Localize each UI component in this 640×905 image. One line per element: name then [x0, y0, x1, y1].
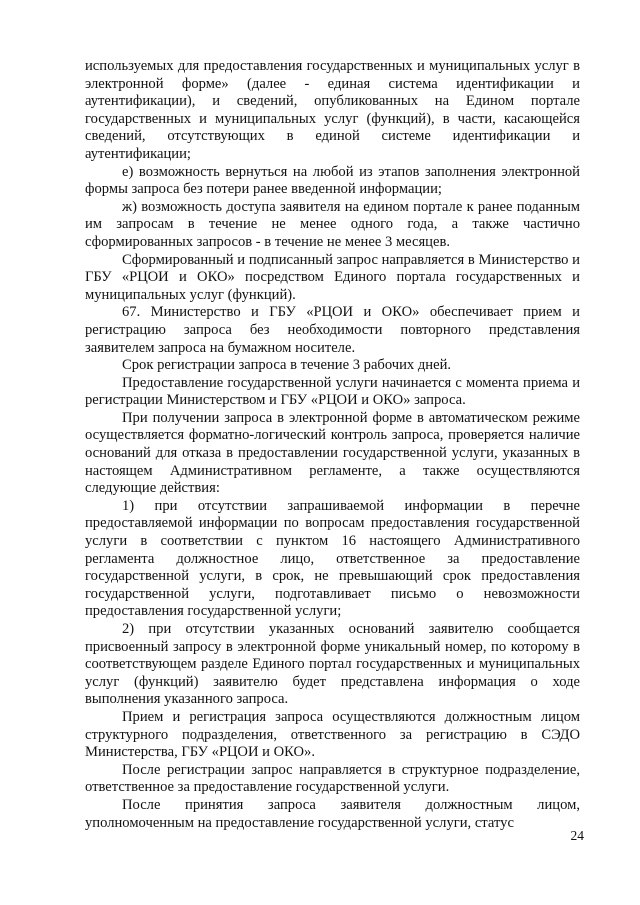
paragraph-after-registration: После регистрации запрос направляется в структурное подразделение, ответственное за предоставление государственной услуги.: [85, 761, 580, 796]
paragraph-action-1: 1) при отсутствии запрашиваемой информации в перечне предоставляемой информации по вопросам предоставления государственной услуги в соответствии с пунктом 16 настоящего Административного регламента должностное лицо, ответственное за предоставление государственной услуги, в срок, не превышающий срок предоставления государственной услуги, подготавливает письмо о невозможности предоставления государственной услуги;: [85, 497, 580, 620]
paragraph-request-sent: Сформированный и подписанный запрос направляется в Министерство и ГБУ «РЦОИ и ОКО» посредством Единого портала государственных и муниципальных услуг (функций).: [85, 251, 580, 303]
paragraph-item-e: е) возможность вернуться на любой из этапов заполнения электронной формы запроса без потери ранее введенной информации;: [85, 163, 580, 198]
paragraph-registration-term: Срок регистрации запроса в течение 3 рабочих дней.: [122, 357, 452, 374]
paragraph-action-2: 2) при отсутствии указанных оснований заявителю сообщается присвоенный запросу в электронной форме уникальный номер, по которому в соответствующем разделе Единого портал государственных и муниципальных услуг (функций) заявителю будет представлена информация о ходе выполнения указанного запроса.: [85, 621, 580, 708]
paragraph-after-acceptance: После принятия запроса заявителя должностным лицом, уполномоченным на предоставление государственной услуги, статус: [85, 796, 580, 831]
paragraph-section-67: 67. Министерство и ГБУ «РЦОИ и ОКО» обеспечивает прием и регистрацию запроса без необходимости повторного представления заявителем запроса на бумажном носителе.: [85, 304, 580, 356]
paragraph-item-zh: ж) возможность доступа заявителя на едином портале к ранее поданным им запросам в течение не менее одного года, а также частично сформированных запросов - в течение не менее 3 месяцев.: [85, 198, 580, 250]
paragraph-electronic-request: При получении запроса в электронной форме в автоматическом режиме осуществляется форматно-логический контроль запроса, проверяется наличие оснований для отказа в предоставлении государственной услуги, указанных в настоящем Административном регламенте, а также осуществляются следующие действия:: [85, 409, 580, 497]
page-number: 24: [570, 828, 584, 843]
document-page: [85, 58, 580, 832]
paragraph-continuation: используемых для предоставления государственных и муниципальных услуг в электронной форме» (далее - единая система идентификации и аутентификации), и сведений, опубликованных на Едином портале государственных и муниципальных услуг (функций), в части, касающейся сведений, отсутствующих в единой системе идентификации и аутентификации;: [85, 58, 580, 162]
paragraph-service-start: Предоставление государственной услуги начинается с момента приема и регистрации Министерством и ГБУ «РЦОИ и ОКО» запроса.: [85, 374, 580, 409]
paragraph-reception: Прием и регистрация запроса осуществляются должностным лицом структурного подразделения, ответственного за регистрацию в СЭДО Министерства, ГБУ «РЦОИ и ОКО».: [85, 708, 580, 761]
